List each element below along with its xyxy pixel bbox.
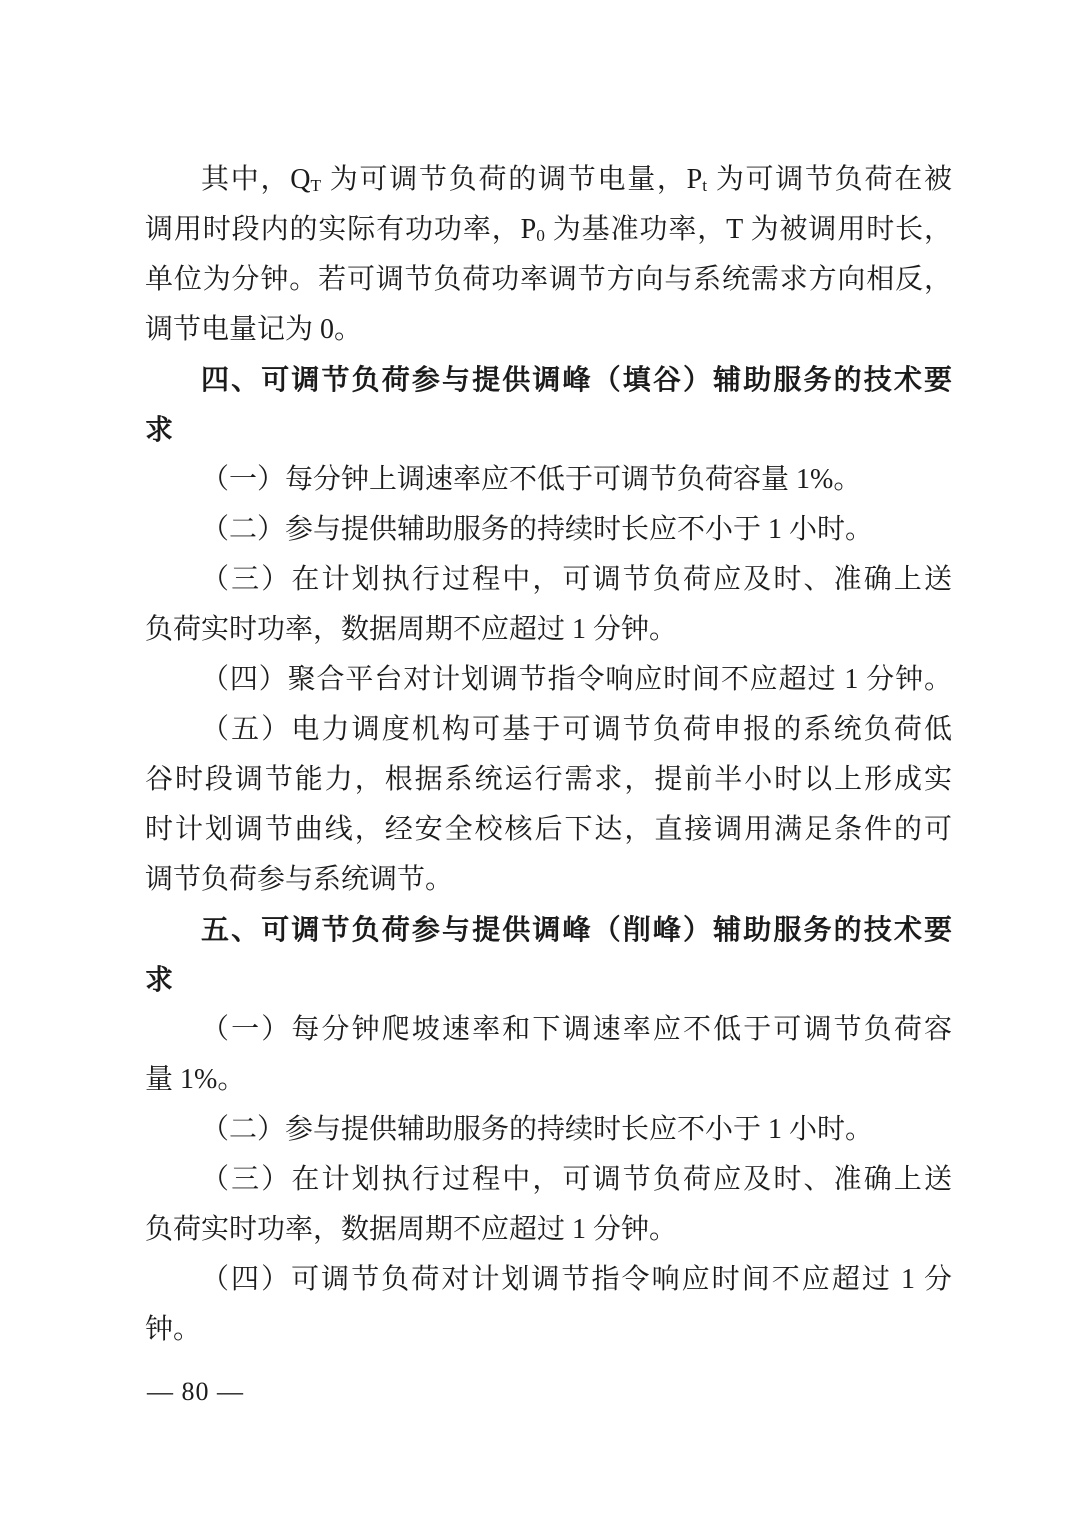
- paragraph-line: 调用时段内的实际有功功率，$P_0$ 为基准功率，T 为被调用时长，: [145, 214, 952, 246]
- section-heading-line: 求: [145, 964, 174, 995]
- page-footer: [147, 1372, 244, 1412]
- paragraph-line: 调节负荷参与系统调节。: [145, 864, 454, 895]
- paragraph-line: 钟。: [145, 1314, 202, 1345]
- paragraph-line: 谷时段调节能力，根据系统运行需求，提前半小时以上形成实: [145, 764, 952, 795]
- document-content: [145, 155, 952, 1355]
- paragraph-line: 负荷实时功率，数据周期不应超过 1 分钟。: [145, 614, 678, 645]
- paragraph-line: （五）电力调度机构可基于可调节负荷申报的系统负荷低: [201, 714, 952, 745]
- paragraph-line: （二）参与提供辅助服务的持续时长应不小于 1 小时。: [201, 1114, 874, 1145]
- page-number: — 80 —: [147, 1377, 244, 1406]
- paragraph-line: 调节电量记为 0。: [145, 314, 363, 345]
- paragraph-line: 量 1%。: [145, 1064, 246, 1095]
- paragraph-line: （二）参与提供辅助服务的持续时长应不小于 1 小时。: [201, 514, 874, 545]
- paragraph-line: 时计划调节曲线，经安全校核后下达，直接调用满足条件的可: [145, 814, 952, 845]
- section-heading-line: 四、可调节负荷参与提供调峰（填谷）辅助服务的技术要: [201, 364, 952, 395]
- paragraph-line: （四）可调节负荷对计划调节指令响应时间不应超过 1 分: [201, 1264, 952, 1295]
- section-heading-line: 五、可调节负荷参与提供调峰（削峰）辅助服务的技术要: [201, 914, 952, 945]
- paragraph-line: 负荷实时功率，数据周期不应超过 1 分钟。: [145, 1214, 678, 1245]
- paragraph-line: （三）在计划执行过程中，可调节负荷应及时、准确上送: [201, 1164, 952, 1195]
- paragraph-line: （三）在计划执行过程中，可调节负荷应及时、准确上送: [201, 564, 952, 595]
- section-heading-line: 求: [145, 414, 174, 445]
- paragraph-line: （一）每分钟上调速率应不低于可调节负荷容量 1%。: [201, 464, 862, 495]
- paragraph-line: （一）每分钟爬坡速率和下调速率应不低于可调节负荷容: [201, 1014, 952, 1045]
- paragraph-line: 其中，$Q_T$ 为可调节负荷的调节电量，$P_t$ 为可调节负荷在被: [201, 164, 952, 196]
- paragraph-line: 单位为分钟。若可调节负荷功率调节方向与系统需求方向相反，: [145, 264, 952, 295]
- paragraph-line: （四）聚合平台对计划调节指令响应时间不应超过 1 分钟。: [201, 664, 952, 695]
